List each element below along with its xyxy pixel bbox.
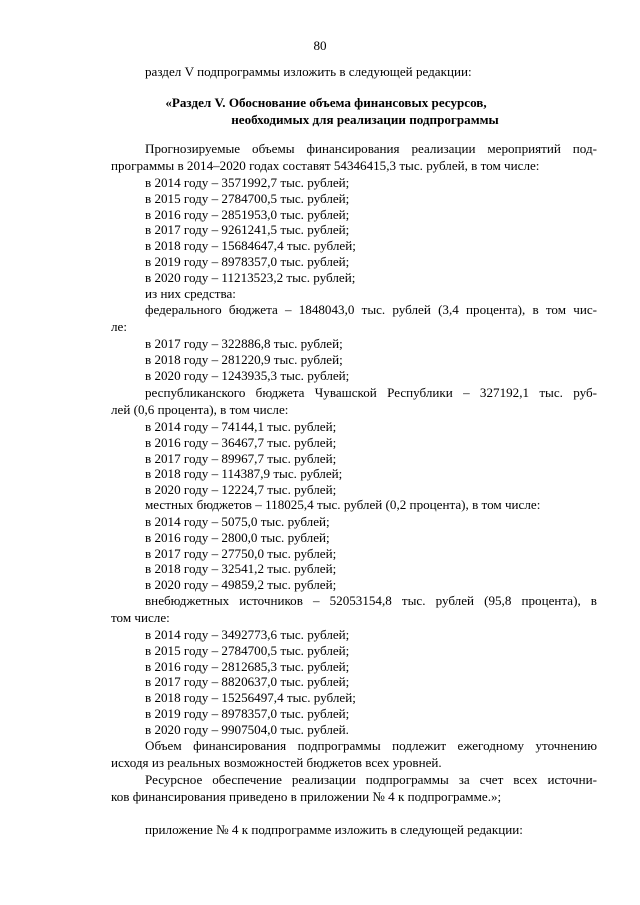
federal-line-1: федерального бюджета – 1848043,0 тыс. рублей (3,4 процента), в том чис- (145, 302, 597, 317)
list-item: в 2019 году – 8978357,0 тыс. рублей; (145, 705, 350, 721)
total-years-list (145, 175, 356, 301)
appendix-text: приложение № 4 к подпрограмме изложить в следующей редакции: (145, 822, 523, 837)
offbudget-line-2: том числе: (111, 610, 170, 625)
list-item: в 2017 году – 27750,0 тыс. рублей; (145, 545, 337, 561)
list-item: в 2014 году – 3492773,6 тыс. рублей; (145, 627, 350, 642)
list-item: в 2017 году – 9261241,5 тыс. рублей; (145, 222, 350, 238)
clarify-line-1: Объем финансирования подпрограммы подлежит ежегодному уточнению (145, 738, 597, 753)
republic-line-1: республиканского бюджета Чувашской Республики – 327192,1 тыс. руб- (145, 385, 597, 400)
list-item: в 2019 году – 8978357,0 тыс. рублей; (145, 253, 350, 269)
local-line-1: местных бюджетов – 118025,4 тыс. рублей (0,2 процента), в том числе: (145, 497, 541, 512)
offbudget-years-list (145, 627, 356, 738)
list-item: в 2015 году – 2784700,5 тыс. рублей; (145, 642, 350, 658)
page-number: 80 (313, 38, 327, 53)
federal-years-list (145, 336, 349, 383)
list-item: в 2018 году – 281220,9 тыс. рублей; (145, 351, 343, 367)
list-item: в 2020 году – 9907504,0 тыс. рублей. (145, 721, 349, 737)
republic-line-2: лей (0,6 процента), в том числе: (111, 402, 289, 417)
resources-line-1: Ресурсное обеспечение реализации подпрограммы за счет всех источни- (145, 772, 597, 787)
list-item: в 2016 году – 2812685,3 тыс. рублей; (145, 658, 350, 674)
list-item: в 2016 году – 2800,0 тыс. рублей; (145, 529, 330, 545)
total-paragraph-line-1: Прогнозируемые объемы финансирования реализации мероприятий под- (145, 141, 597, 156)
section-heading-line-1: «Раздел V. Обоснование объема финансовых ресурсов, (165, 95, 487, 110)
list-item: в 2018 году – 114387,9 тыс. рублей; (145, 466, 343, 482)
list-item: в 2020 году – 11213523,2 тыс. рублей; (145, 269, 356, 285)
list-item: в 2014 году – 3571992,7 тыс. рублей; (145, 175, 350, 190)
intro-text: раздел V подпрограммы изложить в следующей редакции: (145, 64, 472, 79)
clarify-line-2: исходя из реальных возможностей бюджетов всех уровней. (111, 755, 442, 770)
resources-line-2: ков финансирования приведено в приложении № 4 к подпрограмме.»; (111, 789, 502, 804)
list-item: в 2014 году – 74144,1 тыс. рублей; (145, 419, 337, 434)
list-item: в 2020 году – 1243935,3 тыс. рублей; (145, 367, 350, 383)
of-them-label: из них средства: (145, 285, 236, 301)
list-item: в 2017 году – 322886,8 тыс. рублей; (145, 336, 343, 351)
section-heading-line-2: необходимых для реализации подпрограммы (231, 112, 499, 127)
list-item: в 2015 году – 2784700,5 тыс. рублей; (145, 190, 350, 206)
federal-line-2: ле: (111, 319, 127, 334)
list-item: в 2020 году – 12224,7 тыс. рублей; (145, 482, 337, 498)
local-years-list (145, 514, 336, 593)
republic-years-list (145, 419, 342, 498)
list-item: в 2016 году – 36467,7 тыс. рублей; (145, 434, 337, 450)
list-item: в 2017 году – 8820637,0 тыс. рублей; (145, 674, 350, 690)
list-item: в 2018 году – 15684647,4 тыс. рублей; (145, 238, 356, 254)
total-paragraph-line-2: программы в 2014–2020 годах составят 54346415,3 тыс. рублей, в том числе: (111, 158, 540, 173)
list-item: в 2017 году – 89967,7 тыс. рублей; (145, 450, 337, 466)
list-item: в 2016 году – 2851953,0 тыс. рублей; (145, 206, 350, 222)
list-item: в 2020 году – 49859,2 тыс. рублей; (145, 577, 337, 593)
list-item: в 2018 году – 15256497,4 тыс. рублей; (145, 690, 356, 706)
list-item: в 2018 году – 32541,2 тыс. рублей; (145, 561, 337, 577)
list-item: в 2014 году – 5075,0 тыс. рублей; (145, 514, 330, 529)
offbudget-line-1: внебюджетных источников – 52053154,8 тыс. рублей (95,8 процента), в (145, 593, 597, 608)
